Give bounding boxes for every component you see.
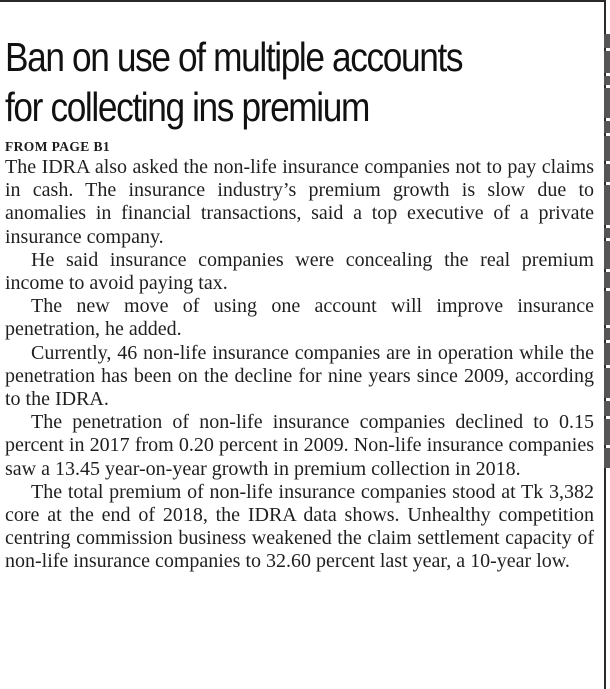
adjacent-column-fragment (604, 34, 610, 654)
paragraph: The total premium of non-life insurance companies stood at Tk 3,382 core at the end of 2018, the IDRA data shows. Unhealthy competition centring commission business weakened the claim settlement capacity of non-life insurance companies to 32.60 percent last year, a 10-year low. (5, 480, 594, 573)
paragraph: He said insurance companies were concealing the real premium income to avoid paying tax. (5, 248, 594, 295)
paragraph: The penetration of non-life insurance companies declined to 0.15 percent in 2017 from 0.20 percent in 2009. Non-life insurance companies saw a 13.45 year-on-year growth in premium collection in 2018. (5, 411, 594, 480)
headline (5, 32, 512, 132)
news-article (5, 32, 594, 574)
article-body (5, 156, 594, 574)
headline-line-2: for collecting ins premium (5, 84, 369, 130)
paragraph: Currently, 46 non-life insurance companies are in operation while the penetration has been on the decline for nine years since 2009, according to the IDRA. (5, 341, 594, 411)
top-column-rule (0, 0, 606, 2)
jump-kicker: FROM PAGE B1 (5, 139, 111, 154)
headline-line-1: Ban on use of multiple accounts (5, 34, 463, 80)
paragraph: The IDRA also asked the non-life insurance companies not to pay claims in cash. The insurance industry’s premium growth is slow due to anomalies in financial transactions, said a top executive of a private insurance company. (5, 156, 594, 248)
paragraph: The new move of using one account will improve insurance penetration, he added. (5, 295, 594, 341)
